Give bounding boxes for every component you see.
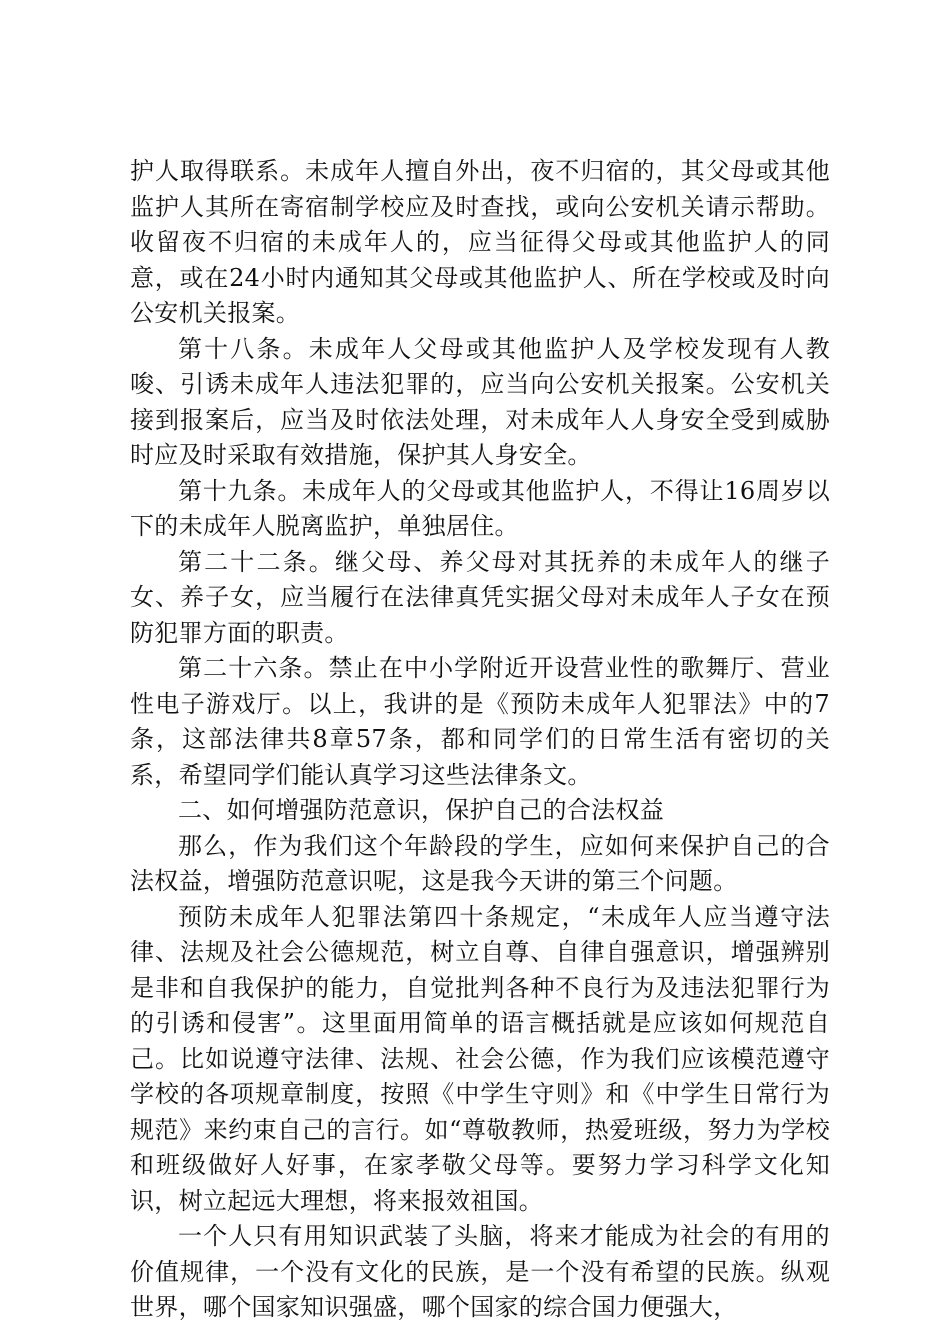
paragraph-article-19: 第十九条。未成年人的父母或其他监护人，不得让16周岁以下的未成年人脱离监护，单独居住。	[130, 476, 830, 540]
paragraph-knowledge: 一个人只有用知识武装了头脑，将来才能成为社会的有用的价值规律，一个没有文化的民族，是一个没有希望的民族。纵观世界，哪个国家知识强盛，哪个国家的综合国力便强大，	[130, 1222, 830, 1321]
paragraph-continuation: 护人取得联系。未成年人擅自外出，夜不归宿的，其父母或其他监护人其所在寄宿制学校应及时查找，或向公安机关请示帮助。收留夜不归宿的未成年人的，应当征得父母或其他监护人的同意，或在24小时内通知其父母或其他监护人、所在学校或及时向公安机关报案。	[130, 157, 830, 327]
paragraph-article-18: 第十八条。未成年人父母或其他监护人及学校发现有人教唆、引诱未成年人违法犯罪的，应当向公安机关报案。公安机关接到报案后，应当及时依法处理，对未成年人人身安全受到威胁时应及时采取有效措施，保护其人身安全。	[130, 334, 830, 469]
paragraph-article-40: 预防未成年人犯罪法第四十条规定，“未成年人应当遵守法律、法规及社会公德规范，树立自尊、自律自强意识，增强辨别是非和自我保护的能力，自觉批判各种不良行为及违法犯罪行为的引诱和侵害”。这里面用简单的语言概括就是应该如何规范自己。比如说遵守法律、法规、社会公德，作为我们应该模范遵守学校的各项规章制度，按照《中学生守则》和《中学生日常行为规范》来约束自己的言行。如“尊敬教师，热爱班级，努力为学校和班级做好人好事，在家孝敬父母等。要努力学习科学文化知识，树立起远大理想，将来报效祖国。	[130, 902, 830, 1215]
section-heading: 二、如何增强防范意识，保护自己的合法权益	[178, 796, 664, 824]
paragraph-article-22: 第二十二条。继父母、养父母对其抚养的未成年人的继子女、养子女，应当履行在法律真凭实据父母对未成年人子女在预防犯罪方面的职责。	[130, 547, 830, 647]
paragraph-article-26: 第二十六条。禁止在中小学附近开设营业性的歌舞厅、营业性电子游戏厅。以上，我讲的是《预防未成年人犯罪法》中的7条，这部法律共8章57条，都和同学们的日常生活有密切的关系，希望同学们能认真学习这些法律条文。	[130, 654, 830, 789]
paragraph-intro-question: 那么，作为我们这个年龄段的学生，应如何来保护自己的合法权益，增强防范意识呢，这是我今天讲的第三个问题。	[130, 831, 830, 895]
document-body	[130, 154, 830, 1326]
